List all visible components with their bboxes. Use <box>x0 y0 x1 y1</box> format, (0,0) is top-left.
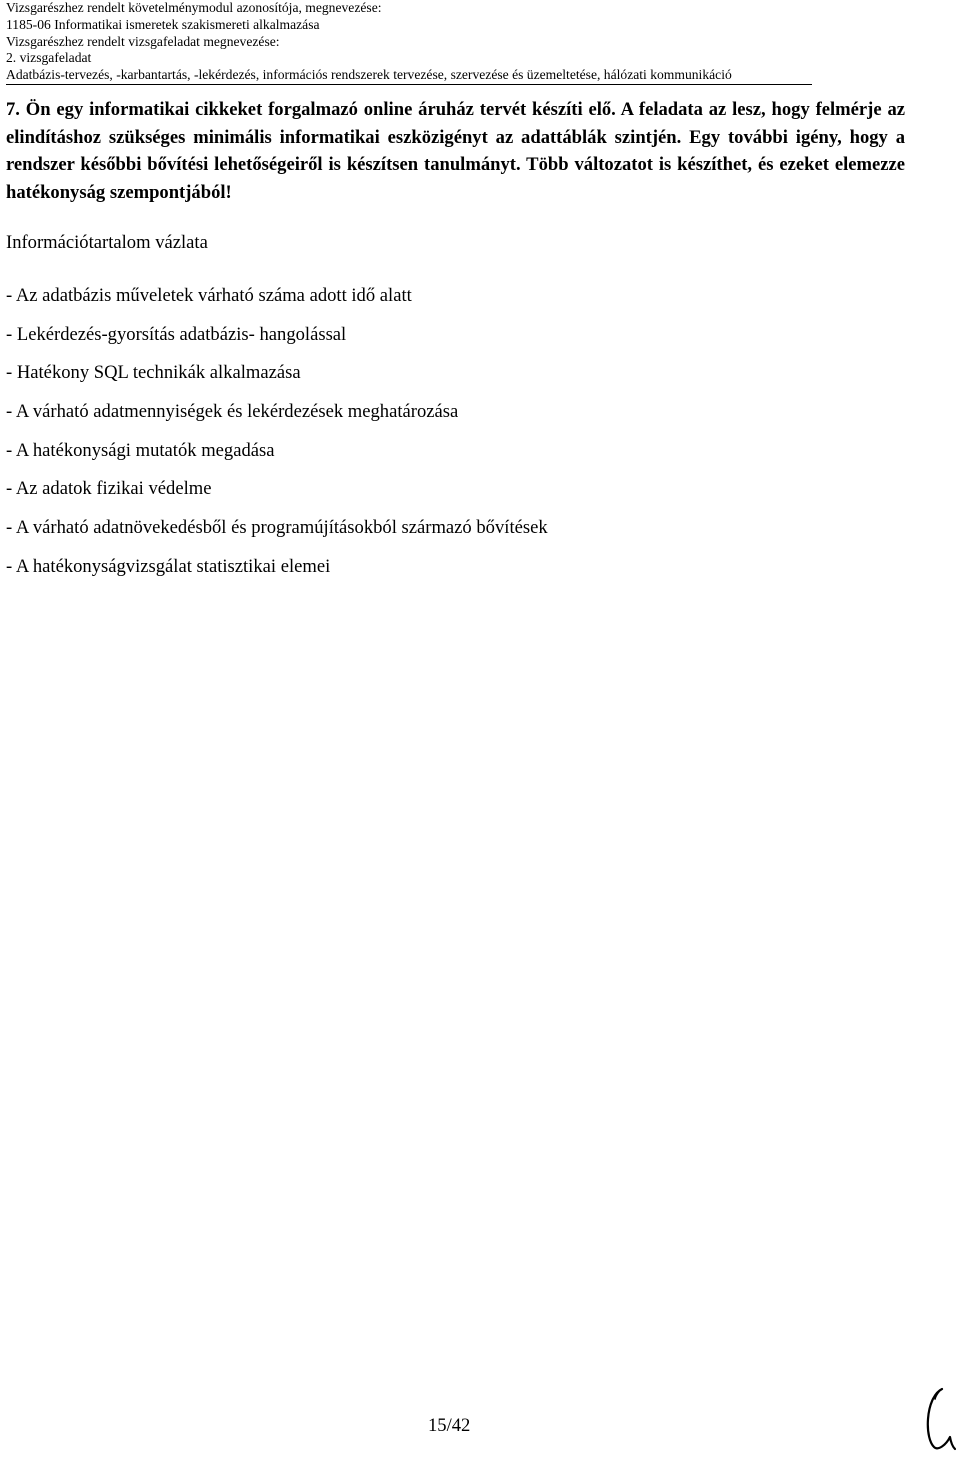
list-item: - Az adatbázis műveletek várható száma adott idő alatt <box>6 285 412 306</box>
list-item: - Hatékony SQL technikák alkalmazása <box>6 362 301 384</box>
header-task-name: Adatbázis-tervezés, -karbantartás, -lekérdezés, információs rendszerek tervezése, szervezése és üzemeltetése, hálózati kommunikáció <box>6 67 732 83</box>
header-divider <box>6 84 812 85</box>
list-item: - Lekérdezés-gyorsítás adatbázis- hangolással <box>6 323 347 345</box>
page-number: 15/42 <box>428 1415 471 1436</box>
outline-list <box>6 284 548 594</box>
header-module-label: Vizsgarészhez rendelt követelménymodul azonosítója, megnevezése: <box>6 0 382 15</box>
header-task-number: 2. vizsgafeladat <box>6 50 92 66</box>
list-item: - A hatékonyságvizsgálat statisztikai elemei <box>6 555 331 577</box>
list-item: - Az adatok fizikai védelme <box>6 478 212 500</box>
header-module-name: 1185-06 Informatikai ismeretek szakismereti alkalmazása <box>6 16 320 32</box>
task-description: 7. Ön egy informatikai cikkeket forgalmazó online áruház tervét készíti elő. A feladata az lesz, hogy felmérje az elindításhoz szükséges minimális informatikai eszközigényt az adattáblák szintjén. Egy további igény, hogy a rendszer későbbi bővítési lehetőségeiről is készítsen tanulmányt. Több változatot is készíthet, és ezeket elemezze hatékonyság szempontjából! <box>6 99 905 204</box>
header-task-label: Vizsgarészhez rendelt vizsgafeladat megnevezése: <box>6 33 280 49</box>
outline-title: Információtartalom vázlata <box>6 232 208 253</box>
list-item: - A várható adatmennyiségek és lekérdezések meghatározása <box>6 401 459 423</box>
handwritten-signature-icon <box>920 1385 956 1457</box>
list-item: - A várható adatnövekedésből és programújításokból származó bővítések <box>6 517 548 539</box>
list-item: - A hatékonysági mutatók megadása <box>6 439 275 461</box>
page-header <box>6 0 951 84</box>
